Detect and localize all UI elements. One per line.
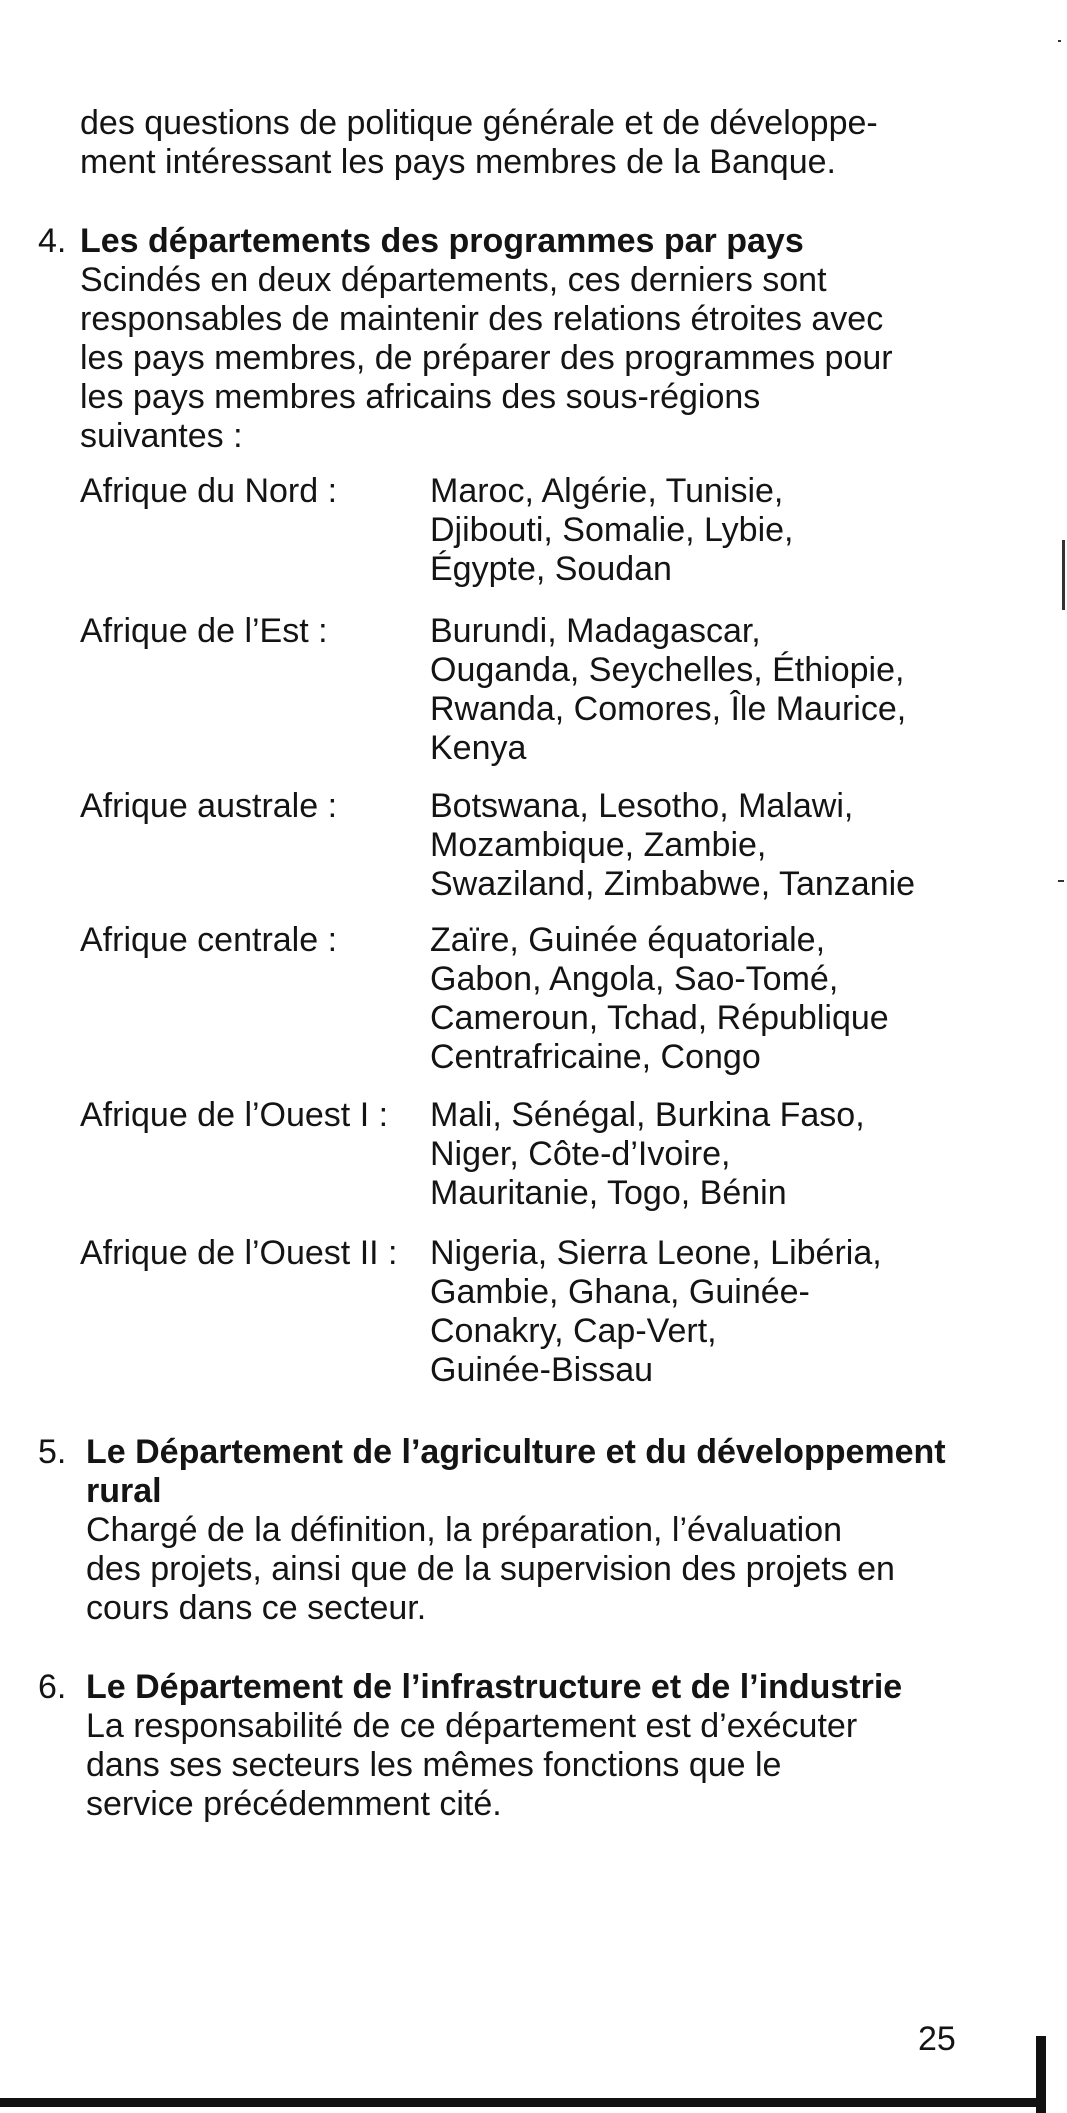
text-line: des questions de politique générale et de développe- bbox=[80, 104, 878, 142]
page-number: 25 bbox=[918, 2020, 956, 2058]
region-label: Afrique de l’Est : bbox=[80, 612, 328, 650]
country-line: Guinée-Bissau bbox=[430, 1351, 654, 1389]
region-label: Afrique australe : bbox=[80, 787, 338, 825]
country-line: Mozambique, Zambie, bbox=[430, 826, 767, 864]
country-line: Botswana, Lesotho, Malawi, bbox=[430, 787, 854, 825]
region-label: Afrique centrale : bbox=[80, 921, 338, 959]
edge-tick bbox=[1058, 880, 1064, 882]
section-4-heading: Les départements des programmes par pays bbox=[80, 222, 804, 260]
text-line: service précédemment cité. bbox=[86, 1785, 502, 1823]
country-line: Égypte, Soudan bbox=[430, 550, 672, 588]
page-bottom-edge bbox=[0, 2098, 1040, 2107]
region-countries bbox=[430, 612, 906, 768]
country-line: Kenya bbox=[430, 729, 527, 767]
country-line: Swaziland, Zimbabwe, Tanzanie bbox=[430, 865, 916, 903]
region-label: Afrique de l’Ouest I : bbox=[80, 1096, 389, 1134]
text-line: dans ses secteurs les mêmes fonctions que le bbox=[86, 1746, 782, 1784]
country-line: Djibouti, Somalie, Lybie, bbox=[430, 511, 794, 549]
text-line: des projets, ainsi que de la supervision des projets en bbox=[86, 1550, 895, 1588]
country-line: Mauritanie, Togo, Bénin bbox=[430, 1174, 787, 1212]
country-line: Rwanda, Comores, Île Maurice, bbox=[430, 690, 907, 728]
country-line: Gambie, Ghana, Guinée- bbox=[430, 1273, 810, 1311]
region-countries bbox=[430, 1096, 865, 1213]
section-5-heading: rural bbox=[86, 1472, 162, 1510]
edge-tick bbox=[1058, 40, 1061, 42]
text-line: les pays membres africains des sous-régions bbox=[80, 378, 761, 416]
text-line: ment intéressant les pays membres de la Banque. bbox=[80, 143, 836, 181]
country-line: Mali, Sénégal, Burkina Faso, bbox=[430, 1096, 865, 1134]
section-6-number: 6. bbox=[38, 1668, 67, 1706]
text-line: La responsabilité de ce département est d’exécuter bbox=[86, 1707, 858, 1745]
section-4-number: 4. bbox=[38, 222, 67, 260]
text-line: les pays membres, de préparer des programmes pour bbox=[80, 339, 893, 377]
text-line: suivantes : bbox=[80, 417, 243, 455]
country-line: Cameroun, Tchad, République bbox=[430, 999, 889, 1037]
country-line: Maroc, Algérie, Tunisie, bbox=[430, 472, 784, 510]
region-countries bbox=[430, 787, 915, 904]
region-label: Afrique du Nord : bbox=[80, 472, 338, 510]
region-countries bbox=[430, 1234, 882, 1390]
section-4 bbox=[80, 222, 893, 456]
text-line: Scindés en deux départements, ces derniers sont bbox=[80, 261, 827, 299]
country-line: Niger, Côte-d’Ivoire, bbox=[430, 1135, 731, 1173]
country-line: Gabon, Angola, Sao-Tomé, bbox=[430, 960, 839, 998]
country-line: Burundi, Madagascar, bbox=[430, 612, 761, 650]
country-line: Zaïre, Guinée équatoriale, bbox=[430, 921, 826, 959]
text-line: Chargé de la définition, la préparation, l’évaluation bbox=[86, 1511, 843, 1549]
region-countries bbox=[430, 921, 889, 1077]
edge-shadow bbox=[1062, 540, 1065, 610]
country-line: Conakry, Cap-Vert, bbox=[430, 1312, 717, 1350]
section-5 bbox=[86, 1433, 946, 1628]
country-line: Ouganda, Seychelles, Éthiopie, bbox=[430, 651, 905, 689]
section-5-number: 5. bbox=[38, 1433, 67, 1471]
country-line: Nigeria, Sierra Leone, Libéria, bbox=[430, 1234, 882, 1272]
region-label: Afrique de l’Ouest II : bbox=[80, 1234, 398, 1272]
section-6 bbox=[86, 1668, 902, 1824]
country-line: Centrafricaine, Congo bbox=[430, 1038, 761, 1076]
section-5-heading: Le Département de l’agriculture et du développement bbox=[86, 1433, 946, 1471]
text-line: responsables de maintenir des relations étroites avec bbox=[80, 300, 884, 338]
intro-paragraph bbox=[80, 104, 878, 182]
region-countries bbox=[430, 472, 793, 589]
section-6-heading: Le Département de l’infrastructure et de l’industrie bbox=[86, 1668, 903, 1706]
text-line: cours dans ce secteur. bbox=[86, 1589, 427, 1627]
